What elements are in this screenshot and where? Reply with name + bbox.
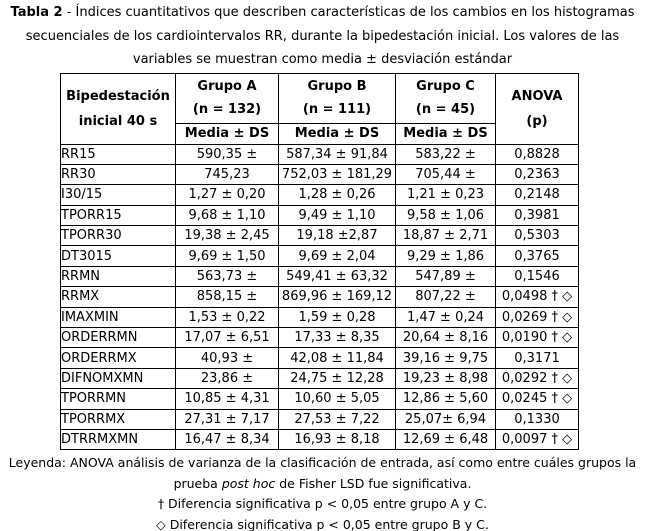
table-row xyxy=(61,348,579,368)
row-label: DT3015 xyxy=(61,246,176,266)
legend-line-1: Leyenda: ANOVA análisis de varianza de la clasificación de entrada, así como entre cuáles grupos la xyxy=(8,455,637,471)
caption-line-3: variables se muestran como media ± desviación estándar xyxy=(132,52,513,67)
table-row xyxy=(61,266,579,286)
group-c-n: (n = 45) xyxy=(415,102,476,117)
value-grupo-b: 42,08 ± 11,84 xyxy=(279,348,396,368)
group-header-a xyxy=(176,73,279,123)
value-grupo-a: 9,68 ± 1,10 xyxy=(176,205,279,225)
value-grupo-a: 1,27 ± 0,20 xyxy=(176,185,279,205)
value-grupo-c: 25,07± 6,94 xyxy=(396,409,496,429)
value-grupo-b: 1,59 ± 0,28 xyxy=(279,307,396,327)
value-grupo-a: 40,93 ± xyxy=(176,348,279,368)
row-label: ORDERRMN xyxy=(61,328,176,348)
value-anova-p: 0,8828 xyxy=(496,144,579,164)
value-grupo-c: 705,44 ± xyxy=(396,164,496,184)
corner-header-line-1: Bipedestación xyxy=(66,88,170,104)
legend-line-2-post: de Fisher LSD fue significativa. xyxy=(275,475,472,491)
caption-table-number: Tabla 2 xyxy=(10,5,63,20)
value-grupo-c: 39,16 ± 9,75 xyxy=(396,348,496,368)
group-b-name: Grupo B xyxy=(307,79,367,94)
value-grupo-b: 587,34 ± 91,84 xyxy=(279,144,396,164)
value-grupo-a: 17,07 ± 6,51 xyxy=(176,328,279,348)
value-anova-p: 0,3981 xyxy=(496,205,579,225)
value-anova-p: 0,0269 † ◇ xyxy=(496,307,579,327)
table-row xyxy=(61,368,579,388)
legend-line-2 xyxy=(0,474,645,495)
header-row-main xyxy=(61,73,579,123)
value-anova-p: 0,0245 † ◇ xyxy=(496,389,579,409)
table-row xyxy=(61,389,579,409)
table-row xyxy=(61,226,579,246)
value-anova-p: 0,0190 † ◇ xyxy=(496,328,579,348)
value-anova-p: 0,3171 xyxy=(496,348,579,368)
row-label: TPORRMX xyxy=(61,409,176,429)
value-grupo-a: 563,73 ± xyxy=(176,266,279,286)
table-body xyxy=(61,144,579,450)
row-label: TPORR15 xyxy=(61,205,176,225)
value-grupo-b: 9,49 ± 1,10 xyxy=(279,205,396,225)
value-anova-p: 0,1546 xyxy=(496,266,579,286)
row-label: RR30 xyxy=(61,164,176,184)
value-grupo-b: 27,53 ± 7,22 xyxy=(279,409,396,429)
value-grupo-c: 807,22 ± xyxy=(396,287,496,307)
row-label: ORDERRMX xyxy=(61,348,176,368)
row-label: RRMN xyxy=(61,266,176,286)
group-b-n: (n = 111) xyxy=(302,102,372,117)
value-grupo-c: 1,47 ± 0,24 xyxy=(396,307,496,327)
group-a-name: Grupo A xyxy=(197,79,257,94)
table-header xyxy=(61,73,579,144)
value-grupo-c: 20,64 ± 8,16 xyxy=(396,328,496,348)
corner-header-line-2: inicial 40 s xyxy=(78,113,158,129)
row-label: TPORRMN xyxy=(61,389,176,409)
subheader-media-ds-a: Media ± DS xyxy=(176,123,279,144)
value-grupo-a: 9,69 ± 1,50 xyxy=(176,246,279,266)
caption-line-1 xyxy=(0,1,645,25)
value-grupo-c: 19,23 ± 8,98 xyxy=(396,368,496,388)
table-row xyxy=(61,164,579,184)
value-grupo-c: 583,22 ± xyxy=(396,144,496,164)
value-anova-p: 0,5303 xyxy=(496,226,579,246)
value-grupo-b: 16,93 ± 8,18 xyxy=(279,429,396,449)
corner-header xyxy=(61,73,176,144)
value-grupo-a: 23,86 ± xyxy=(176,368,279,388)
value-grupo-a: 1,53 ± 0,22 xyxy=(176,307,279,327)
row-label: RRMX xyxy=(61,287,176,307)
table-caption xyxy=(0,0,645,72)
caption-line-1-text: - Índices cuantitativos que describen características de los cambios en los histogramas xyxy=(62,5,635,20)
group-header-c xyxy=(396,73,496,123)
value-anova-p: 0,2148 xyxy=(496,185,579,205)
value-grupo-c: 9,29 ± 1,86 xyxy=(396,246,496,266)
table-row xyxy=(61,185,579,205)
value-grupo-b: 869,96 ± 169,12 xyxy=(279,287,396,307)
table-row xyxy=(61,246,579,266)
value-grupo-c: 18,87 ± 2,71 xyxy=(396,226,496,246)
group-a-n: (n = 132) xyxy=(192,102,262,117)
table-row xyxy=(61,429,579,449)
table-row xyxy=(61,307,579,327)
stats-table xyxy=(60,73,579,451)
table-row xyxy=(61,328,579,348)
value-grupo-c: 12,86 ± 5,60 xyxy=(396,389,496,409)
value-anova-p: 0,0097 † ◇ xyxy=(496,429,579,449)
subheader-media-ds-b: Media ± DS xyxy=(279,123,396,144)
value-grupo-c: 1,21 ± 0,23 xyxy=(396,185,496,205)
group-header-b xyxy=(279,73,396,123)
value-grupo-b: 10,60 ± 5,05 xyxy=(279,389,396,409)
value-anova-p: 0,3765 xyxy=(496,246,579,266)
row-label: TPORR30 xyxy=(61,226,176,246)
row-label: DIFNOMXMN xyxy=(61,368,176,388)
anova-header xyxy=(496,73,579,144)
group-c-name: Grupo C xyxy=(416,79,475,94)
table-row xyxy=(61,205,579,225)
legend-line-2-italic: post hoc xyxy=(221,475,276,491)
value-grupo-c: 12,69 ± 6,48 xyxy=(396,429,496,449)
table-row xyxy=(61,409,579,429)
row-label: I30/15 xyxy=(61,185,176,205)
value-anova-p: 0,0292 † ◇ xyxy=(496,368,579,388)
value-anova-p: 0,1330 xyxy=(496,409,579,429)
value-grupo-b: 1,28 ± 0,26 xyxy=(279,185,396,205)
value-grupo-a: 590,35 ± xyxy=(176,144,279,164)
row-label: IMAXMIN xyxy=(61,307,176,327)
legend-line-2-pre: prueba xyxy=(173,475,222,491)
value-grupo-a: 27,31 ± 7,17 xyxy=(176,409,279,429)
value-grupo-c: 9,58 ± 1,06 xyxy=(396,205,496,225)
anova-header-line-1: ANOVA xyxy=(511,88,563,104)
legend xyxy=(0,453,645,531)
row-label: RR15 xyxy=(61,144,176,164)
row-label: DTRRMXMN xyxy=(61,429,176,449)
value-anova-p: 0,2363 xyxy=(496,164,579,184)
value-grupo-b: 19,18 ±2,87 xyxy=(279,226,396,246)
subheader-media-ds-c: Media ± DS xyxy=(396,123,496,144)
value-grupo-a: 858,15 ± xyxy=(176,287,279,307)
value-grupo-b: 17,33 ± 8,35 xyxy=(279,328,396,348)
value-anova-p: 0,0498 † ◇ xyxy=(496,287,579,307)
table-row xyxy=(61,144,579,164)
value-grupo-a: 19,38 ± 2,45 xyxy=(176,226,279,246)
value-grupo-b: 9,69 ± 2,04 xyxy=(279,246,396,266)
legend-line-4-diamond: ◇ Diferencia significativa p < 0,05 entre grupo B y C. xyxy=(156,516,489,531)
anova-header-line-2: (p) xyxy=(526,113,548,129)
table-row xyxy=(61,287,579,307)
legend-line-3-dagger: † Diferencia significativa p < 0,05 entre grupo A y C. xyxy=(157,496,488,512)
value-grupo-a: 745,23 xyxy=(176,164,279,184)
value-grupo-c: 547,89 ± xyxy=(396,266,496,286)
value-grupo-b: 752,03 ± 181,29 xyxy=(279,164,396,184)
value-grupo-a: 10,85 ± 4,31 xyxy=(176,389,279,409)
value-grupo-b: 549,41 ± 63,32 xyxy=(279,266,396,286)
value-grupo-a: 16,47 ± 8,34 xyxy=(176,429,279,449)
caption-line-2: secuenciales de los cardiointervalos RR, durante la bipedestación inicial. Los valores de las xyxy=(25,28,620,44)
value-grupo-b: 24,75 ± 12,28 xyxy=(279,368,396,388)
